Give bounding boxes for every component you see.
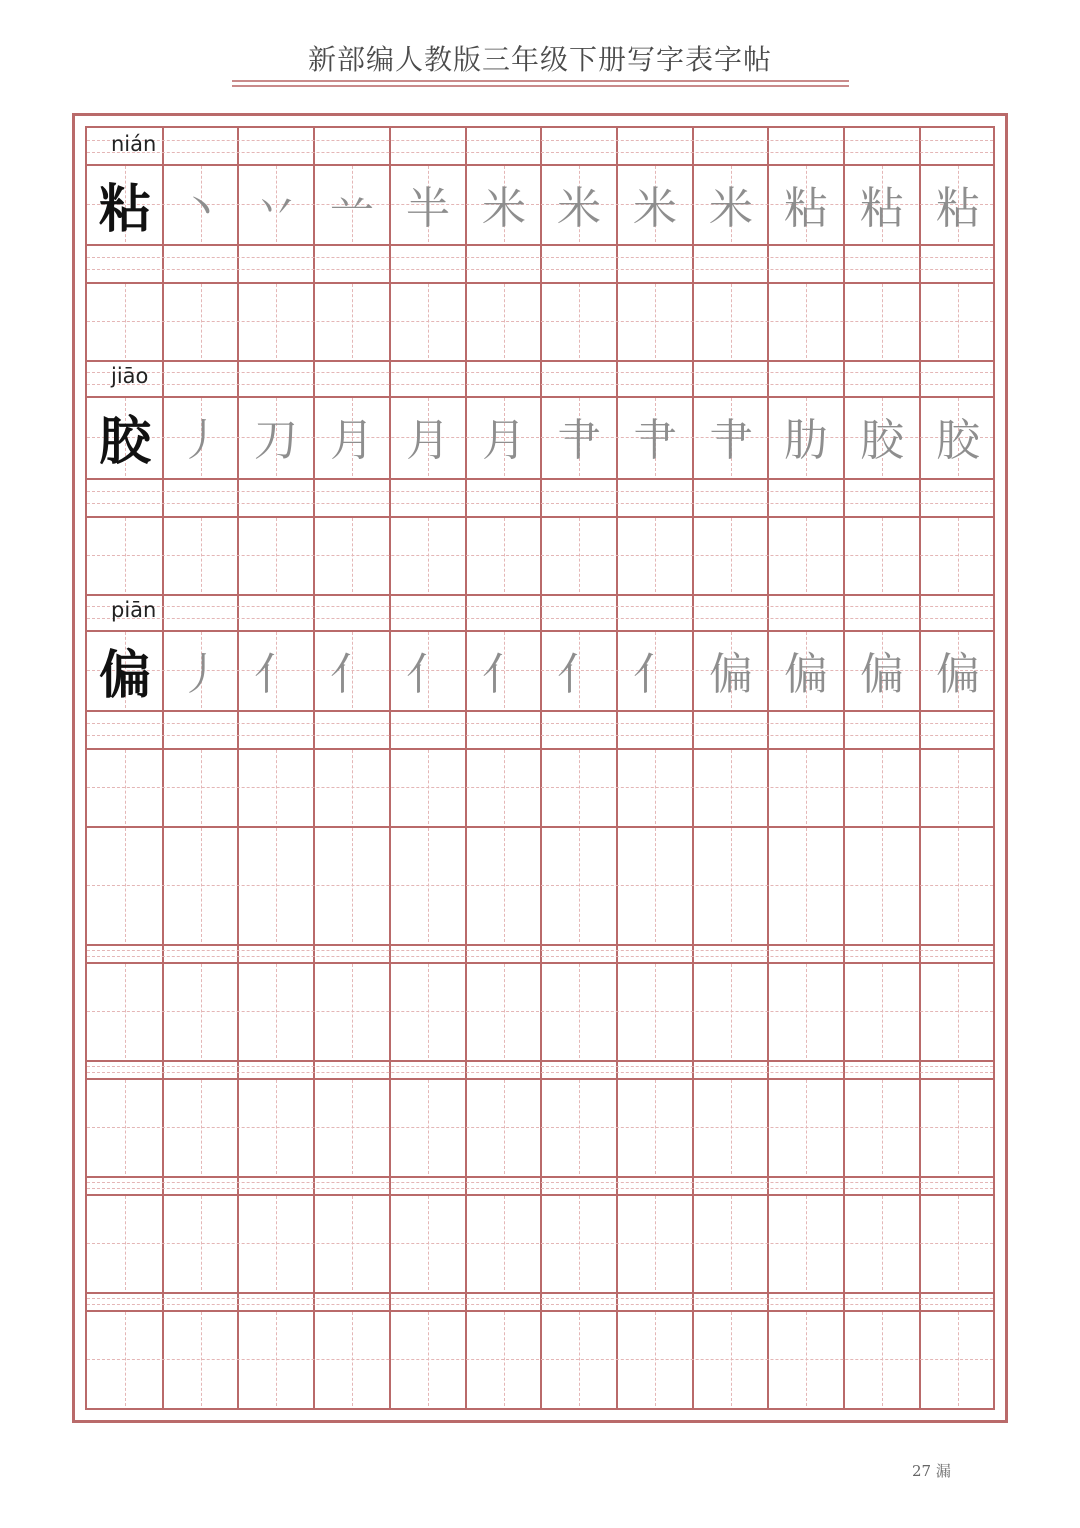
pinyin-guide-line [87,1298,993,1299]
grid-row-line [87,164,993,166]
stroke-order-character: 肀 [633,415,677,466]
grid-column-line [843,128,845,1408]
grid-column-line [465,128,467,1408]
stroke-order-character: 米 [557,183,601,234]
cell-guide-horizontal [87,1127,993,1128]
pinyin-guide-line [87,950,993,951]
pinyin-guide-line [87,956,993,957]
stroke-order-character: 偏 [784,649,828,700]
stroke-order-character: 粘 [936,183,980,234]
stroke-order-character: 月 [406,415,450,466]
grid-column-line [389,128,391,1408]
stroke-order-character: 丿 [179,649,223,700]
pinyin-guide-line [87,372,993,373]
title-underline-bottom [232,85,849,87]
pinyin-guide-line [87,152,993,153]
pinyin-guide-line [87,1304,993,1305]
stroke-order-character: 亻 [406,649,450,700]
model-character: 偏 [98,645,151,706]
stroke-order-character: 亻 [557,649,601,700]
stroke-order-character: 偏 [936,649,980,700]
grid-column-line [616,128,618,1408]
pinyin-guide-line [87,735,993,736]
pinyin-guide-line [87,1188,993,1189]
stroke-order-character: 丷 [254,183,298,234]
stroke-order-character: 胶 [860,415,904,466]
grid-row-line [87,630,993,632]
stroke-order-character: 米 [709,183,753,234]
stroke-order-character: 半 [406,183,450,234]
page-number: 27 漏 [912,1462,951,1480]
pinyin-guide-line [87,503,993,504]
cell-guide-horizontal [87,555,993,556]
grid-row-line [87,748,993,750]
pinyin-guide-line [87,1066,993,1067]
pinyin-guide-line [87,491,993,492]
grid-row-line [87,478,993,480]
cell-guide-horizontal [87,787,993,788]
grid-column-line [540,128,542,1408]
stroke-order-character: 偏 [860,649,904,700]
pinyin-guide-line [87,140,993,141]
grid-row-line [87,826,993,828]
cell-guide-horizontal [87,321,993,322]
grid-row-line [87,1060,993,1062]
pinyin-guide-line [87,723,993,724]
grid-row-line [87,244,993,246]
grid-row-line [87,710,993,712]
stroke-order-character: 亻 [482,649,526,700]
cell-guide-horizontal [87,885,993,886]
stroke-order-character: 亻 [633,649,677,700]
grid-row-line [87,396,993,398]
grid-row-line [87,360,993,362]
cell-guide-horizontal [87,1011,993,1012]
stroke-order-character: 胶 [936,415,980,466]
grid-row-line [87,516,993,518]
grid-row-line [87,1194,993,1196]
stroke-order-character: 丿 [179,415,223,466]
title-underline-top [232,80,849,82]
stroke-order-character: 肀 [709,415,753,466]
pinyin-guide-line [87,384,993,385]
stroke-order-character: 偏 [709,649,753,700]
model-character: 胶 [98,411,151,472]
stroke-order-character: 粘 [860,183,904,234]
pinyin-label: jiāo [111,364,149,388]
pinyin-guide-line [87,1182,993,1183]
stroke-order-character: 月 [482,415,526,466]
model-character: 粘 [98,179,151,240]
grid-column-line [162,128,164,1408]
stroke-order-character: 肀 [557,415,601,466]
pinyin-guide-line [87,269,993,270]
pinyin-label: nián [111,132,157,156]
pinyin-guide-line [87,257,993,258]
grid-row-line [87,1176,993,1178]
tianzige-grid [85,126,995,1410]
grid-row-line [87,944,993,946]
pinyin-guide-line [87,606,993,607]
grid-column-line [313,128,315,1408]
stroke-order-character: 亻 [254,649,298,700]
grid-column-line [919,128,921,1408]
grid-row-line [87,1078,993,1080]
grid-column-line [692,128,694,1408]
practice-sheet [72,113,1008,1423]
grid-row-line [87,1310,993,1312]
grid-row-line [87,594,993,596]
stroke-order-character: 月 [330,415,374,466]
grid-row-line [87,1292,993,1294]
stroke-order-character: 刀 [254,415,298,466]
stroke-order-character: 䒑 [330,183,374,234]
stroke-order-character: 米 [482,183,526,234]
pinyin-guide-line [87,1072,993,1073]
pinyin-guide-line [87,618,993,619]
stroke-order-character: 米 [633,183,677,234]
cell-guide-horizontal [87,1243,993,1244]
stroke-order-character: 粘 [784,183,828,234]
grid-column-line [767,128,769,1408]
page-title: 新部编人教版三年级下册写字表字帖 [307,43,772,76]
grid-column-line [237,128,239,1408]
pinyin-label: piān [111,598,157,622]
cell-guide-horizontal [87,1359,993,1360]
stroke-order-character: 亻 [330,649,374,700]
grid-row-line [87,962,993,964]
stroke-order-character: 丶 [179,183,223,234]
stroke-order-character: 肋 [784,415,828,466]
grid-row-line [87,282,993,284]
